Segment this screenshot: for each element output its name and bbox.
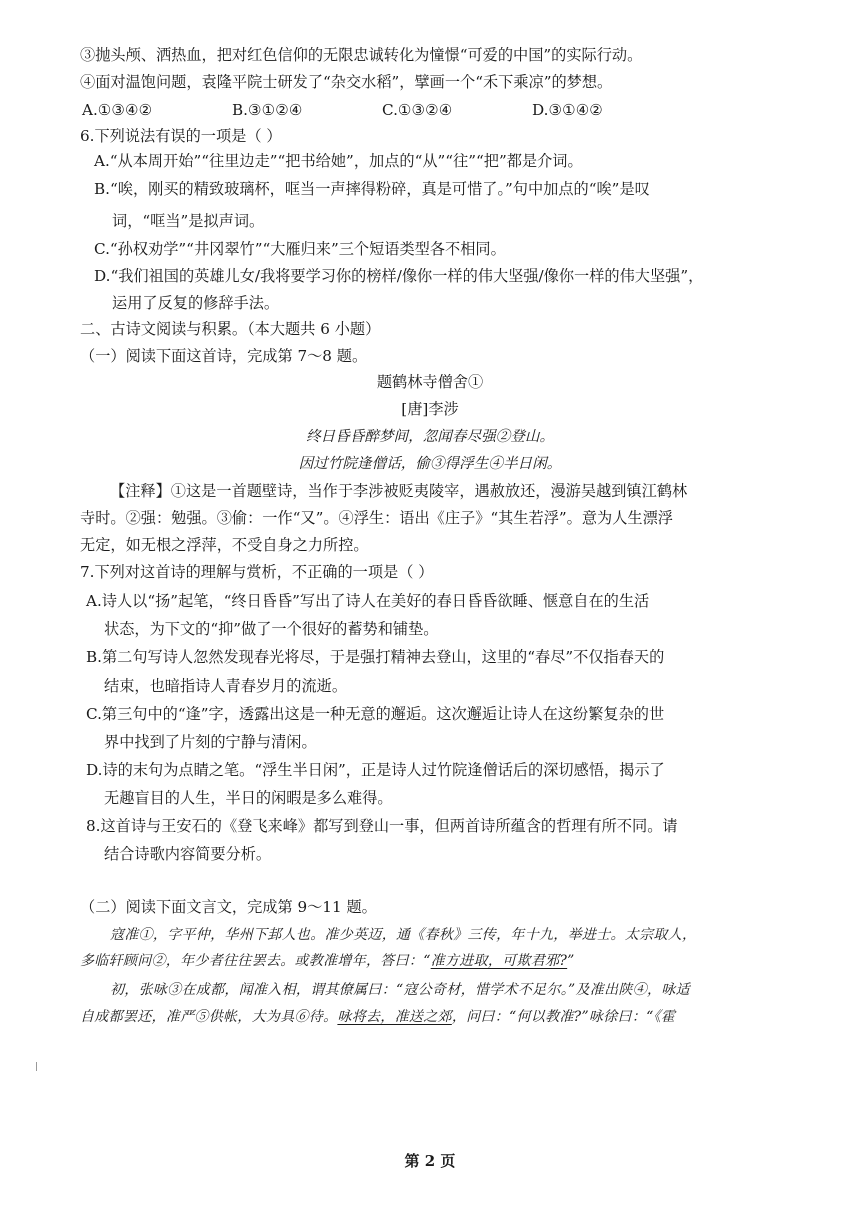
q8-stem: 8.这首诗与王安石的《登飞来峰》都写到登山一事，但两首诗所蕴含的哲理有所不同。请 <box>86 817 678 835</box>
q5-option-a: A.①③④② <box>82 101 153 119</box>
classical-text-line <box>80 950 575 972</box>
classical-text: 多临轩顾问②，年少者往往罢去。或教准增年，答曰：“ <box>80 953 431 969</box>
classical-text: ，问曰：“何以教准?”咏徐曰：“《霍 <box>451 1009 676 1025</box>
q6-option-c: C.“孙权劝学”“井冈翠竹”“大雁归来”三个短语类型各不相同。 <box>94 240 506 258</box>
poem-author: [唐]李涉 <box>401 400 459 418</box>
part2-heading: （二）阅读下面文言文，完成第 9～11 题。 <box>80 898 377 916</box>
text-line: ③抛头颅、洒热血，把对红色信仰的无限忠诚转化为憧憬“可爱的中国”的实际行动。 <box>80 46 643 64</box>
q6-option-d: D.“我们祖国的英雄儿女/我将要学习你的榜样/像你一样的伟大坚强/像你一样的伟大坚强”， <box>94 267 704 285</box>
classical-text-line: 初，张咏③在成都，闻准入相，谓其僚属曰：“寇公奇材，惜学术不足尔。”及准出陕④，咏适 <box>110 982 690 998</box>
notes-line: 寺时。②强：勉强。③偷：一作“又”。④浮生：语出《庄子》“其生若浮”。意为人生漂浮 <box>80 509 673 527</box>
part1-heading: （一）阅读下面这首诗，完成第 7～8 题。 <box>80 347 368 365</box>
q7-option-c-cont: 界中找到了片刻的宁静与清闲。 <box>104 733 317 751</box>
poem-line-1: 终日昏昏醉梦间，忽闻春尽强②登山。 <box>305 428 555 445</box>
notes-line: 无定，如无根之浮萍，不受自身之力所控。 <box>80 536 369 554</box>
q8-stem-cont: 结合诗歌内容简要分析。 <box>104 845 272 863</box>
underlined-sentence: 准方进取，可欺君邪? <box>430 953 568 969</box>
q6-option-a: A.“从本周开始”“往里边走”“把书给她”，加点的“从”“往”“把”都是介词。 <box>94 152 583 170</box>
page-number: 第 2 页 <box>404 1152 456 1170</box>
q7-stem: 7.下列对这首诗的理解与赏析，不正确的一项是（ ） <box>80 563 434 581</box>
underlined-sentence: 咏将去，准送之郊 <box>337 1009 452 1025</box>
q7-option-a: A.诗人以“扬”起笔，“终日昏昏”写出了诗人在美好的春日昏昏欲睡、惬意自在的生活 <box>86 592 650 610</box>
classical-text-line <box>80 1006 675 1028</box>
q5-option-d: D.③①④② <box>532 101 603 119</box>
q5-option-b: B.③①②④ <box>232 101 303 119</box>
poem-line-2: 因过竹院逢僧话，偷③得浮生④半日闲。 <box>298 455 562 472</box>
poem-title: 题鹤林寺僧舍① <box>376 373 484 391</box>
scan-mark <box>36 1062 37 1071</box>
q5-options <box>82 99 682 121</box>
classical-text: ” <box>567 953 575 969</box>
q7-option-c: C.第三句中的“逢”字，透露出这是一种无意的邂逅。这次邂逅让诗人在这纷繁复杂的世 <box>86 705 665 723</box>
q7-option-a-cont: 状态，为下文的“抑”做了一个很好的蓄势和铺垫。 <box>104 620 439 638</box>
classical-text: 自成都罢还，准严⑤供帐，大为具⑥待。 <box>80 1009 338 1025</box>
q5-option-c: C.①③②④ <box>382 101 453 119</box>
q6-stem: 6.下列说法有误的一项是（ ） <box>80 127 282 145</box>
classical-text-line: 寇准①，字平仲，华州下邽人也。准少英迈，通《春秋》三传，年十九，举进士。太宗取人， <box>110 927 697 943</box>
q7-option-b: B.第二句写诗人忽然发现春光将尽，于是强打精神去登山，这里的“春尽”不仅指春天的 <box>86 648 665 666</box>
q7-option-d-cont: 无趣盲目的人生，半日的闲暇是多么难得。 <box>104 789 393 807</box>
q7-option-d: D.诗的末句为点睛之笔。“浮生半日闲”，正是诗人过竹院逢僧话后的深切感悟，揭示了 <box>86 761 665 779</box>
q6-option-d-cont: 运用了反复的修辞手法。 <box>112 294 280 312</box>
q6-option-b: B.“唉，刚买的精致玻璃杯，哐当一声摔得粉碎，真是可惜了。”句中加点的“唉”是叹 <box>94 180 650 198</box>
text-line: ④面对温饱问题，袁隆平院士研发了“杂交水稻”，擘画一个“禾下乘凉”的梦想。 <box>80 73 613 91</box>
q6-option-b-cont: 词，“哐当”是拟声词。 <box>112 212 265 230</box>
section2-heading: 二、古诗文阅读与积累。（本大题共 6 小题） <box>80 320 381 338</box>
q7-option-b-cont: 结束，也暗指诗人青春岁月的流逝。 <box>104 677 347 695</box>
notes-line: 【注释】①这是一首题壁诗，当作于李涉被贬夷陵宰，遇赦放还，漫游吴越到镇江鹤林 <box>110 482 688 500</box>
